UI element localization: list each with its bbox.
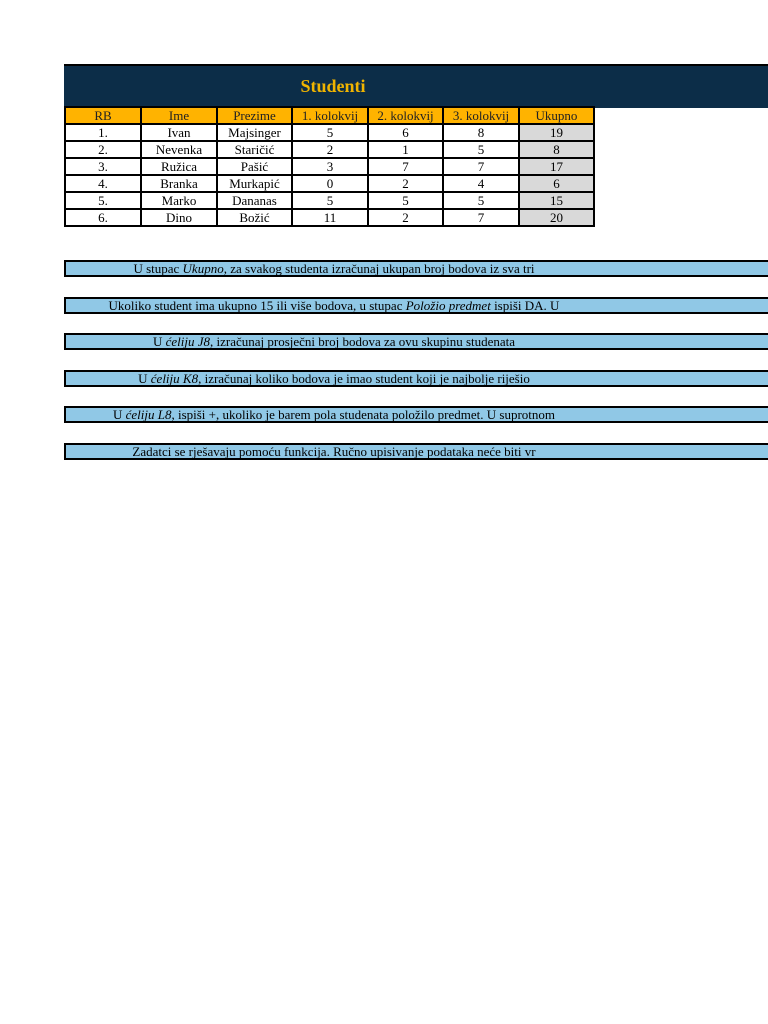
table-row (65, 158, 594, 175)
cell-prezime[interactable]: Majsinger (217, 124, 292, 141)
cell-ukupno[interactable]: 17 (519, 158, 594, 175)
cell-kolokvij-2[interactable]: 2 (368, 209, 443, 226)
task-text-3-c: , izračunaj prosječni broj bodova za ovu skupinu studenata (209, 334, 516, 349)
cell-ime[interactable]: Ružica (141, 158, 217, 175)
cell-kolokvij-1[interactable]: 5 (292, 124, 368, 141)
cell-ukupno[interactable]: 8 (519, 141, 594, 158)
cell-kolokvij-3[interactable]: 4 (443, 175, 519, 192)
sheet-title: Studenti (300, 76, 366, 96)
task-text-2-c: ispiši DA. U (490, 298, 560, 313)
cell-ukupno[interactable]: 19 (519, 124, 594, 141)
cell-ukupno[interactable]: 6 (519, 175, 594, 192)
cell-kolokvij-2[interactable]: 7 (368, 158, 443, 175)
task-text-5-a: U (112, 407, 126, 422)
cell-rb[interactable]: 5. (65, 192, 141, 209)
cell-kolokvij-1[interactable]: 3 (292, 158, 368, 175)
cell-prezime[interactable]: Dananas (217, 192, 292, 209)
col-header-kolokvij-2[interactable]: 2. kolokvij (368, 107, 443, 124)
cell-kolokvij-3[interactable]: 7 (443, 158, 519, 175)
cell-kolokvij-1[interactable]: 11 (292, 209, 368, 226)
task-text-3[interactable] (66, 334, 602, 351)
cell-ime[interactable]: Ivan (141, 124, 217, 141)
cell-kolokvij-3[interactable]: 7 (443, 209, 519, 226)
task-text-4[interactable] (66, 371, 602, 388)
task-text-1-a: U stupac (133, 261, 183, 276)
cell-kolokvij-1[interactable]: 0 (292, 175, 368, 192)
task-text-4-c: , izračunaj koliko bodova je imao student koji je najbolje riješio (198, 371, 530, 386)
students-table (64, 106, 595, 227)
cell-kolokvij-2[interactable]: 2 (368, 175, 443, 192)
header-row (65, 107, 594, 124)
cell-kolokvij-2[interactable]: 1 (368, 141, 443, 158)
task-text-6[interactable] (66, 444, 602, 461)
col-header-rb[interactable]: RB (65, 107, 141, 124)
cell-rb[interactable]: 1. (65, 124, 141, 141)
cell-prezime[interactable]: Murkapić (217, 175, 292, 192)
task-text-4-b: ćeliju K8 (150, 371, 199, 386)
task-text-2-a: Ukoliko student ima ukupno 15 ili više bodova, u stupac (108, 298, 406, 313)
cell-kolokvij-1[interactable]: 5 (292, 192, 368, 209)
cell-prezime[interactable]: Staričić (217, 141, 292, 158)
col-header-kolokvij-3[interactable]: 3. kolokvij (443, 107, 519, 124)
task-text-6-a: Zadatci se rješavaju pomoću funkcija. Ručno upisivanje podataka neće biti vr (132, 444, 536, 459)
cell-ime[interactable]: Branka (141, 175, 217, 192)
cell-ime[interactable]: Marko (141, 192, 217, 209)
cell-rb[interactable]: 3. (65, 158, 141, 175)
table-row (65, 175, 594, 192)
cell-prezime[interactable]: Božić (217, 209, 292, 226)
cell-kolokvij-3[interactable]: 5 (443, 141, 519, 158)
cell-rb[interactable]: 4. (65, 175, 141, 192)
col-header-ime[interactable]: Ime (141, 107, 217, 124)
table-row (65, 124, 594, 141)
cell-kolokvij-2[interactable]: 6 (368, 124, 443, 141)
cell-rb[interactable]: 2. (65, 141, 141, 158)
cell-ime[interactable]: Nevenka (141, 141, 217, 158)
cell-prezime[interactable]: Pašić (217, 158, 292, 175)
table-row (65, 209, 594, 226)
task-text-3-b: ćeliju J8 (165, 334, 210, 349)
cell-rb[interactable]: 6. (65, 209, 141, 226)
cell-kolokvij-2[interactable]: 5 (368, 192, 443, 209)
task-text-1-c: , za svakog studenta izračunaj ukupan broj bodova iz sva tri (223, 261, 535, 276)
task-text-2-b: Položio predmet (405, 298, 491, 313)
task-text-1[interactable] (66, 261, 602, 278)
col-header-prezime[interactable]: Prezime (217, 107, 292, 124)
col-header-kolokvij-1[interactable]: 1. kolokvij (292, 107, 368, 124)
task-text-2[interactable] (66, 298, 602, 315)
task-text-5-b: ćeliju L8 (125, 407, 172, 422)
task-text-4-a: U (138, 371, 151, 386)
col-header-ukupno[interactable]: Ukupno (519, 107, 594, 124)
cell-ukupno[interactable]: 20 (519, 209, 594, 226)
table-row (65, 141, 594, 158)
task-text-5-c: , ispiši +, ukoliko je barem pola studenata položilo predmet. U suprotnom (171, 407, 556, 422)
table-row (65, 192, 594, 209)
cell-kolokvij-3[interactable]: 8 (443, 124, 519, 141)
task-text-1-b: Ukupno (182, 261, 224, 276)
cell-ukupno[interactable]: 15 (519, 192, 594, 209)
cell-kolokvij-1[interactable]: 2 (292, 141, 368, 158)
task-text-3-a: U (152, 334, 166, 349)
cell-ime[interactable]: Dino (141, 209, 217, 226)
cell-kolokvij-3[interactable]: 5 (443, 192, 519, 209)
task-text-5[interactable] (66, 407, 602, 424)
